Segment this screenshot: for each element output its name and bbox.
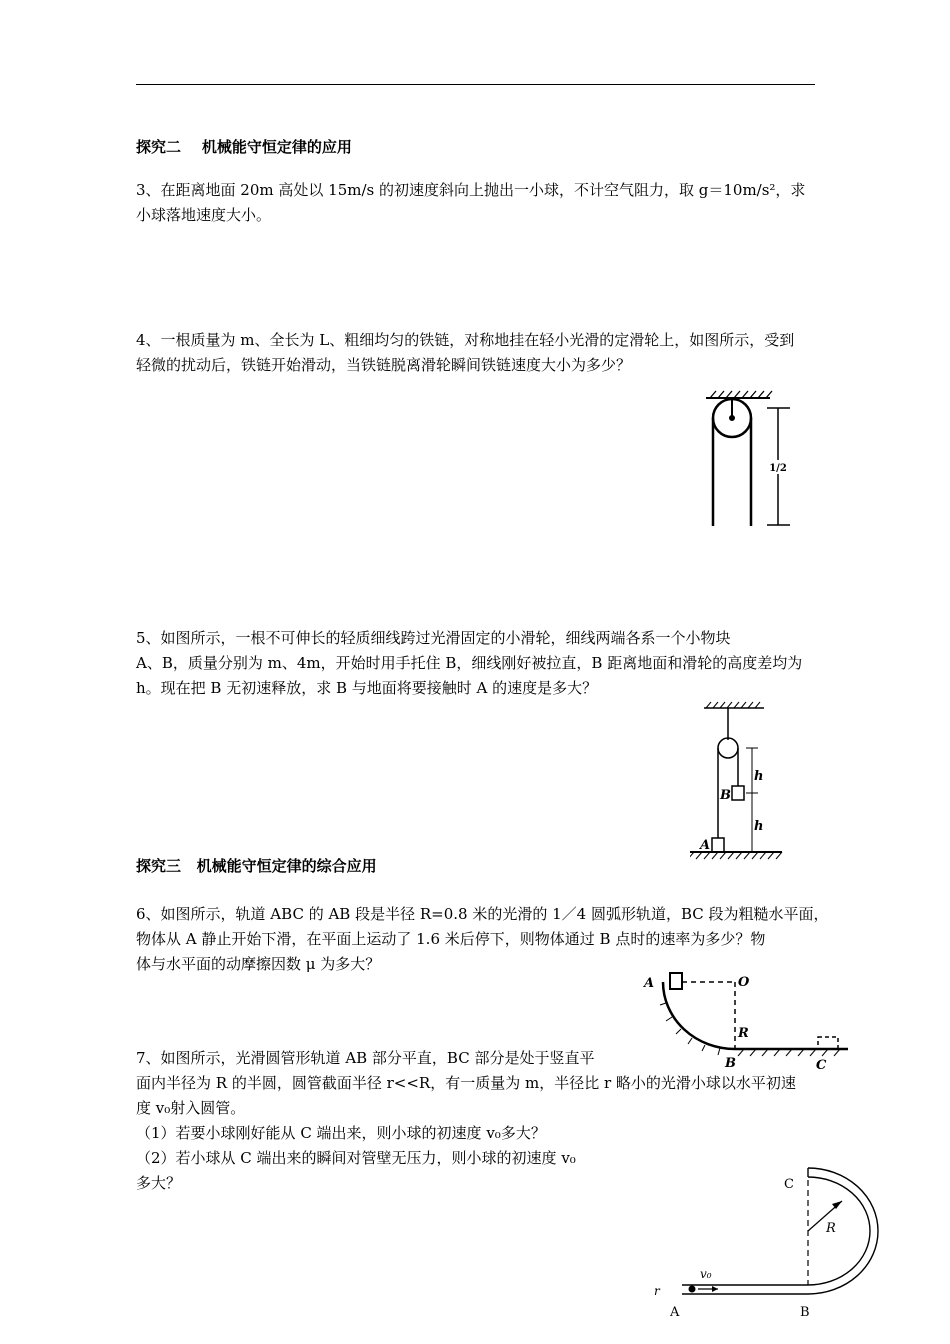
q3-line: 3、在距离地面 20m 高处以 15m/s 的初速度斜向上抛出一小球，不计空气阻力，取 g＝10m/s²，求 — [136, 181, 806, 199]
r-label: R — [826, 1221, 836, 1236]
a-label: A — [670, 1305, 680, 1320]
c-label: C — [784, 1177, 794, 1192]
question-3 — [136, 178, 826, 228]
question-5 — [136, 626, 826, 701]
q7-tube-track-figure — [650, 1160, 890, 1344]
header-rule — [136, 84, 815, 85]
tube-inner-wall — [808, 1177, 870, 1285]
arc-track — [663, 982, 735, 1049]
length-label: 1/2 — [769, 463, 787, 474]
q4-line: 4、一根质量为 m、全长为 L、粗细均匀的铁链，对称地挂在轻小光滑的定滑轮上，如图所示，受到 — [136, 331, 795, 349]
ceiling-hatch — [706, 702, 760, 708]
ceiling-hatch — [710, 391, 772, 398]
block-b — [732, 786, 744, 800]
h-top-label: h — [754, 769, 764, 784]
b-label: B — [720, 788, 731, 803]
q6-line: 体与水平面的动摩擦因数 μ 为多大？ — [136, 955, 381, 973]
o-label: O — [738, 975, 750, 990]
block-a — [712, 838, 724, 852]
q7-line: （2）若小球从 C 端出来的瞬间对管壁无压力，则小球的初速度 v₀ — [136, 1149, 576, 1167]
q3-line: 小球落地速度大小。 — [136, 206, 272, 224]
small-ball — [689, 1286, 696, 1293]
q5-line: 5、如图所示，一根不可伸长的轻质细线跨过光滑固定的小滑轮，细线两端各系一个小物块 — [136, 629, 731, 647]
q5-line: A、B，质量分别为 m、4m，开始时用手托住 B，细线刚好被拉直，B 距离地面和滑轮的高度差均为 — [136, 654, 803, 672]
block-a — [670, 973, 682, 989]
q7-line: 7、如图所示，光滑圆管形轨道 AB 部分平直，BC 部分是处于竖直平 — [136, 1049, 595, 1067]
q7-line: 面内半径为 R 的半圆，圆管截面半径 r<<R，有一质量为 m，半径比 r 略小的光滑小球以水平初速 — [136, 1074, 796, 1092]
q6-line: 6、如图所示，轨道 ABC 的 AB 段是半径 R=0.8 米的光滑的 1／4 圆弧形轨道，BC 段为粗糙水平面， — [136, 905, 829, 923]
q7-line: 多大？ — [136, 1174, 182, 1192]
b-label: B — [725, 1056, 736, 1071]
section2-title: 探究二 机械能守恒定律的应用 — [136, 138, 352, 156]
q7-line: 度 v₀射入圆管。 — [136, 1099, 246, 1117]
q7-line: （1）若要小球刚好能从 C 端出来，则小球的初速度 v₀多大？ — [136, 1124, 546, 1142]
q4-chain-pulley-figure — [700, 388, 800, 530]
r-label: R — [738, 1026, 749, 1041]
v0-label: v₀ — [700, 1267, 712, 1281]
c-label: C — [816, 1058, 827, 1073]
question-4 — [136, 328, 826, 378]
section3-title: 探究三 机械能守恒定律的综合应用 — [136, 857, 377, 875]
small-r-label: r — [654, 1284, 660, 1298]
h-bottom-label: h — [754, 819, 764, 834]
ground-hatch — [690, 852, 782, 859]
pulley — [718, 738, 738, 758]
a-label: A — [700, 838, 711, 853]
a-label: A — [644, 976, 655, 991]
q6-line: 物体从 A 静止开始下滑，在平面上运动了 1.6 米后停下，则物体通过 B 点时的速率为多少？物 — [136, 930, 766, 948]
q5-line: h。现在把 B 无初速释放，求 B 与地面将要接触时 A 的速度是多大？ — [136, 679, 598, 697]
q4-line: 轻微的扰动后，铁链开始滑动，当铁链脱离滑轮瞬间铁链速度大小为多少？ — [136, 356, 632, 374]
q5-pulley-blocks-figure — [690, 700, 790, 862]
b-label: B — [800, 1305, 810, 1320]
